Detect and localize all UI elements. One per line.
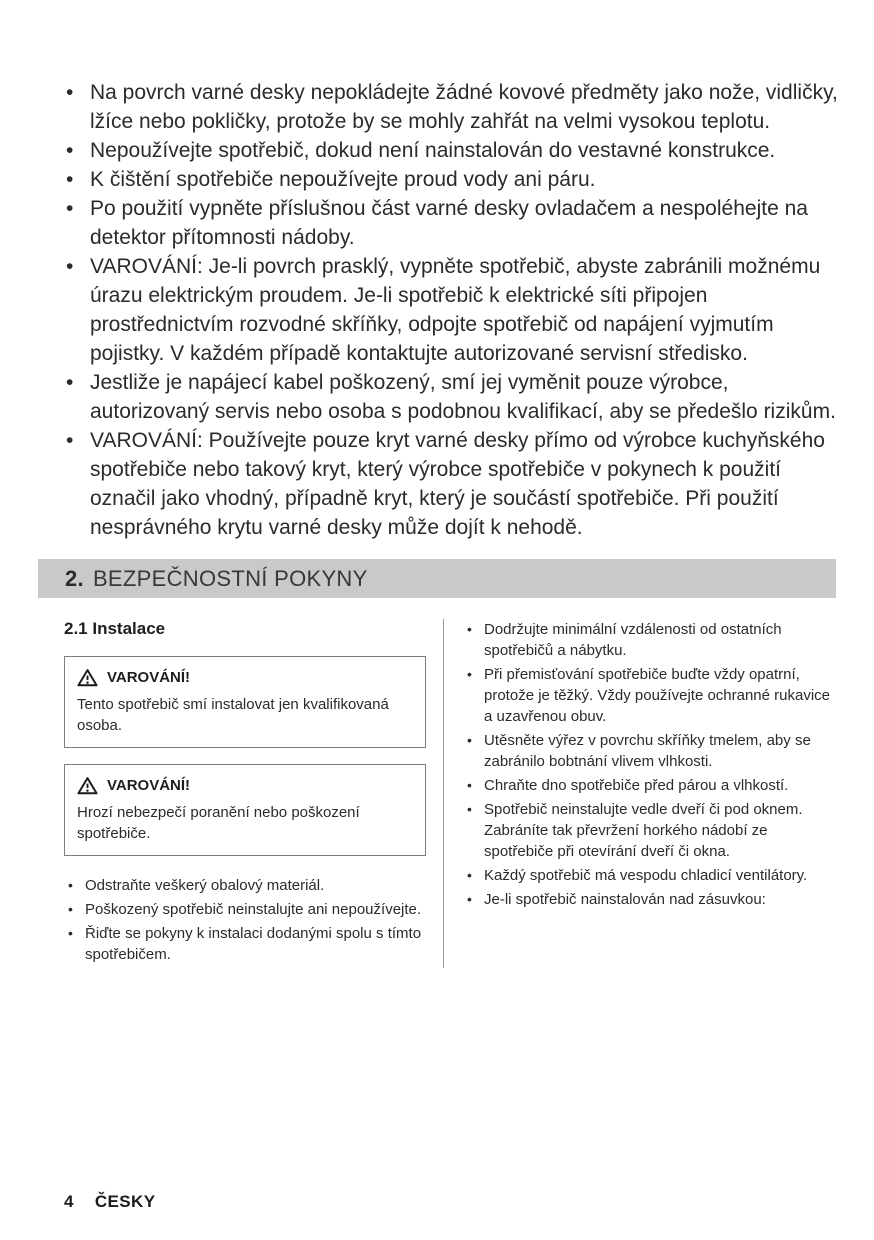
warning-box bbox=[64, 656, 426, 748]
instruction-bullet-item: • Chraňte dno spotřebiče před párou a vlhkostí. bbox=[463, 775, 834, 796]
warning-title: VAROVÁNÍ! bbox=[107, 669, 191, 686]
safety-bullet-item: • K čištění spotřebiče nepoužívejte proud vody ani páru. bbox=[64, 165, 838, 194]
instruction-bullet-item: • Každý spotřebič má vespodu chladicí ventilátory. bbox=[463, 865, 834, 886]
safety-bullet-item: • Po použití vypněte příslušnou část varné desky ovladačem a nespoléhejte na detektor přítomnosti nádoby. bbox=[64, 194, 838, 252]
safety-bullet-item: • Jestliže je napájecí kabel poškozený, smí jej vyměnit pouze výrobce, autorizovaný servis nebo osoba s podobnou kvalifikací, aby se předešlo rizikům. bbox=[64, 368, 838, 426]
section-number: 2. bbox=[65, 565, 84, 591]
installation-right-list bbox=[463, 619, 834, 910]
instruction-bullet-item: • Utěsněte výřez v povrchu skříňky tmelem, aby se zabránilo bobtnání vlivem vlhkosti. bbox=[463, 730, 834, 772]
footer-page-number: 4 bbox=[64, 1192, 74, 1211]
safety-bullet-item: • VAROVÁNÍ: Používejte pouze kryt varné desky přímo od výrobce kuchyňského spotřebiče nebo takový kryt, který výrobce spotřebiče v pokynech k použití označil jako vhodný, případně kryt, který je součástí spotřebiče. Při použití nesprávného krytu varné desky může dojít k nehodě. bbox=[64, 426, 838, 542]
warning-box bbox=[64, 764, 426, 856]
instruction-bullet-item: • Poškozený spotřebič neinstalujte ani nepoužívejte. bbox=[64, 899, 426, 920]
warning-triangle-icon bbox=[77, 776, 98, 795]
section-title: BEZPEČNOSTNÍ POKYNY bbox=[92, 565, 368, 591]
column-divider bbox=[443, 619, 444, 968]
warning-text: Hrozí nebezpečí poranění nebo poškození spotřebiče. bbox=[77, 804, 360, 842]
left-column bbox=[64, 619, 426, 968]
page-footer bbox=[64, 1192, 155, 1212]
warning-box-header bbox=[77, 667, 413, 688]
safety-bullet-item: • VAROVÁNÍ: Je-li povrch prasklý, vypněte spotřebič, abyste zabránili možnému úrazu elektrickým proudem. Je-li spotřebič k elektrické síti připojen prostřednictvím rozvodné skříňky, odpojte spotřebič od napájení vyjmutím pojistky. V každém případě kontaktujte autorizované servisní středisko. bbox=[64, 252, 838, 368]
warning-title: VAROVÁNÍ! bbox=[107, 777, 191, 794]
warning-text: Tento spotřebič smí instalovat jen kvalifikovaná osoba. bbox=[77, 696, 389, 734]
instruction-bullet-item: • Je-li spotřebič nainstalován nad zásuvkou: bbox=[463, 889, 834, 910]
instruction-bullet-item: • Dodržujte minimální vzdálenosti od ostatních spotřebičů a nábytku. bbox=[463, 619, 834, 661]
instruction-bullet-item: • Spotřebič neinstalujte vedle dveří či pod oknem. Zabráníte tak převržení horkého nádobí ze spotřebiče při otevírání dveří či okna. bbox=[463, 799, 834, 862]
footer-language: ČESKY bbox=[94, 1192, 156, 1211]
instruction-bullet-item: • Odstraňte veškerý obalový materiál. bbox=[64, 875, 426, 896]
right-column bbox=[463, 619, 834, 968]
instruction-bullet-item: • Při přemisťování spotřebiče buďte vždy opatrní, protože je těžký. Vždy používejte ochranné rukavice a uzavřenou obuv. bbox=[463, 664, 834, 727]
warning-box-header bbox=[77, 775, 413, 796]
intro-safety-list bbox=[64, 78, 838, 542]
section-header bbox=[38, 559, 836, 598]
safety-bullet-item: • Nepoužívejte spotřebič, dokud není nainstalován do vestavné konstrukce. bbox=[64, 136, 838, 165]
safety-bullet-item: • Na povrch varné desky nepokládejte žádné kovové předměty jako nože, vidličky, lžíce nebo pokličky, protože by se mohly zahřát na velmi vysokou teplotu. bbox=[64, 78, 838, 136]
installation-left-list bbox=[64, 875, 426, 965]
two-column-layout bbox=[64, 619, 834, 968]
warning-triangle-icon bbox=[77, 668, 98, 687]
subsection-heading: 2.1 Instalace bbox=[64, 619, 166, 638]
instruction-bullet-item: • Řiďte se pokyny k instalaci dodanými spolu s tímto spotřebičem. bbox=[64, 923, 426, 965]
